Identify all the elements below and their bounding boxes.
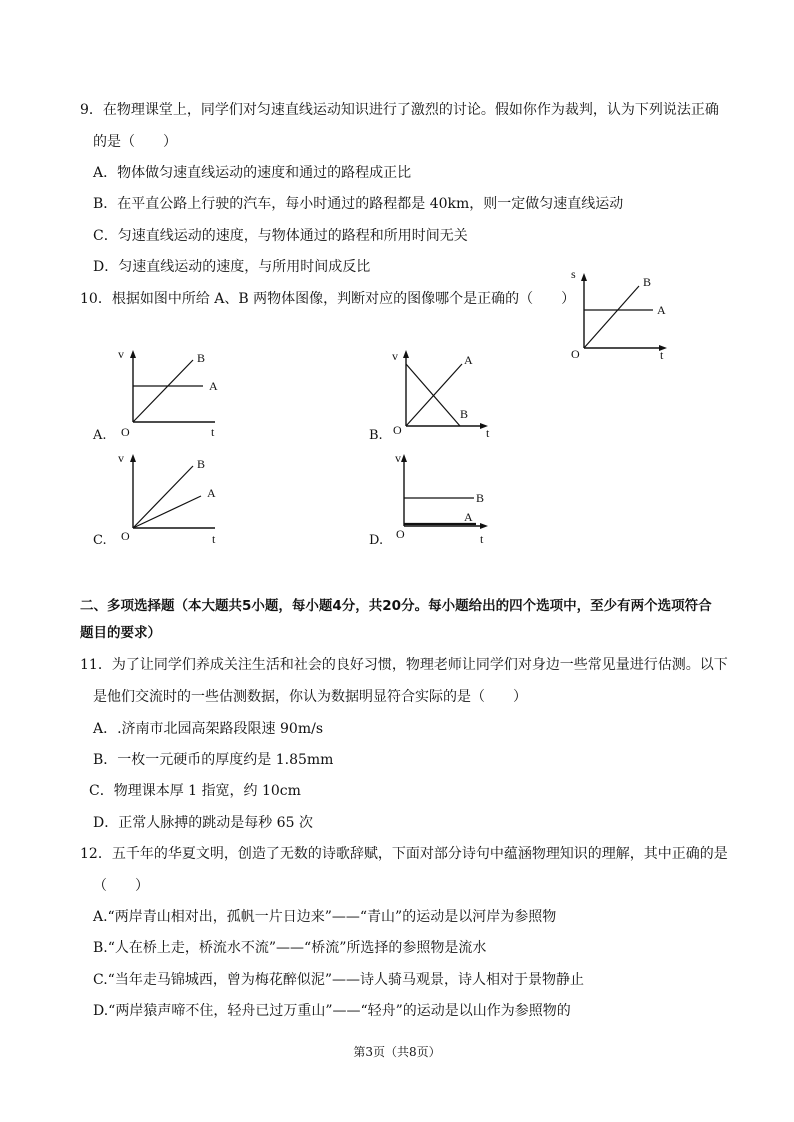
ref-origin: O [571, 347, 580, 361]
q9-option-a: A．物体做匀速直线运动的速度和通过的路程成正比 [93, 165, 412, 181]
q12-option-a: A.“两岸青山相对出，孤帆一片日边来”——“青山”的运动是以河岸为参照物 [93, 909, 557, 925]
svg-text:t: t [480, 532, 484, 546]
q11-option-b: B．一枚一元硬币的厚度约是 1.85mm [93, 752, 334, 768]
q10-reference-graph [565, 268, 675, 368]
svg-text:t: t [211, 425, 215, 439]
svg-text:B: B [476, 491, 485, 505]
q9-stem-line1: 9．在物理课堂上，同学们对匀速直线运动知识进行了激烈的讨论。假如你作为裁判，认为下列说法正确 [80, 102, 719, 118]
q12-stem-line2: （ ） [93, 878, 149, 894]
q10-option-c-graph [115, 446, 225, 546]
svg-text:O: O [121, 529, 130, 543]
svg-text:v: v [118, 451, 124, 465]
q9-stem-line2: 的是（ ） [93, 134, 177, 150]
svg-text:B: B [197, 457, 206, 471]
svg-text:B: B [460, 407, 469, 421]
q12-stem-line1: 12．五千年的华夏文明，创造了无数的诗歌辞赋，下面对部分诗句中蕴涵物理知识的理解，其中正确的是 [80, 846, 728, 862]
q11-stem-line2: 是他们交流时的一些估测数据，你认为数据明显符合实际的是（ ） [93, 689, 527, 705]
section2-heading-line2: 题目的要求） [80, 625, 161, 641]
q10-option-a-graph [115, 342, 225, 442]
q9-option-c: C．匀速直线运动的速度，与物体通过的路程和所用时间无关 [93, 228, 468, 244]
q12-option-b: B.“人在桥上走，桥流水不流”——“桥流”所选择的参照物是流水 [93, 940, 487, 956]
svg-text:O: O [393, 423, 402, 437]
opt-c-line-b [133, 466, 193, 528]
svg-text:A: A [464, 510, 473, 524]
q10-option-d-graph [390, 446, 500, 546]
q11-option-d: D．正常人脉搏的跳动是每秒 65 次 [93, 815, 313, 831]
q11-option-c: C．物理课本厚 1 指宽，约 10cm [89, 783, 301, 799]
ref-series-a: A [657, 303, 666, 317]
page-footer: 第3页（共8页） [353, 1045, 441, 1059]
q11-stem-line1: 11．为了让同学们养成关注生活和社会的良好习惯，物理老师让同学们对身边一些常见量进行估测。以下 [80, 657, 728, 673]
svg-text:A: A [464, 353, 473, 367]
ref-series-b: B [643, 275, 652, 289]
q10-option-b-label: B. [369, 428, 383, 443]
svg-text:v: v [395, 451, 401, 465]
q11-option-a: A．.济南市北园高架路段限速 90m/s [93, 721, 324, 737]
q10-option-d-label: D. [369, 533, 384, 548]
section2-heading-line1: 二、多项选择题（本大题共5小题，每小题4分，共20分。每小题给出的四个选项中，至少有两个选项符合 [80, 598, 712, 614]
q9-option-b: B．在平直公路上行驶的汽车，每小时通过的路程都是 40km，则一定做匀速直线运动 [93, 196, 624, 212]
q10-option-a-label: A. [93, 428, 107, 443]
svg-text:A: A [209, 379, 218, 393]
svg-text:O: O [396, 527, 405, 541]
q10-stem: 10．根据如图中所给 A、B 两物体图像，判断对应的图像哪个是正确的（ ） [80, 291, 576, 307]
svg-text:O: O [121, 425, 130, 439]
ref-y-axis-label: s [571, 268, 576, 281]
q10-option-c-label: C. [93, 533, 107, 548]
opt-c-line-a [133, 496, 201, 528]
q9-option-d: D．匀速直线运动的速度，与所用时间成反比 [93, 259, 371, 275]
svg-text:t: t [212, 532, 216, 546]
q10-option-b-graph [390, 342, 500, 442]
opt-a-line-b [133, 360, 193, 422]
svg-text:A: A [207, 486, 216, 500]
ref-line-b [584, 286, 639, 348]
q12-option-d: D.“两岸猿声啼不住，轻舟已过万重山”——“轻舟”的运动是以山作为参照物的 [93, 1003, 571, 1019]
ref-x-axis-label: t [660, 348, 664, 362]
svg-text:v: v [118, 347, 124, 361]
svg-text:t: t [486, 426, 490, 440]
q12-option-c: C.“当年走马锦城西，曾为梅花醉似泥”——诗人骑马观景，诗人相对于景物静止 [93, 972, 584, 988]
svg-text:v: v [392, 349, 398, 363]
svg-text:B: B [197, 351, 206, 365]
